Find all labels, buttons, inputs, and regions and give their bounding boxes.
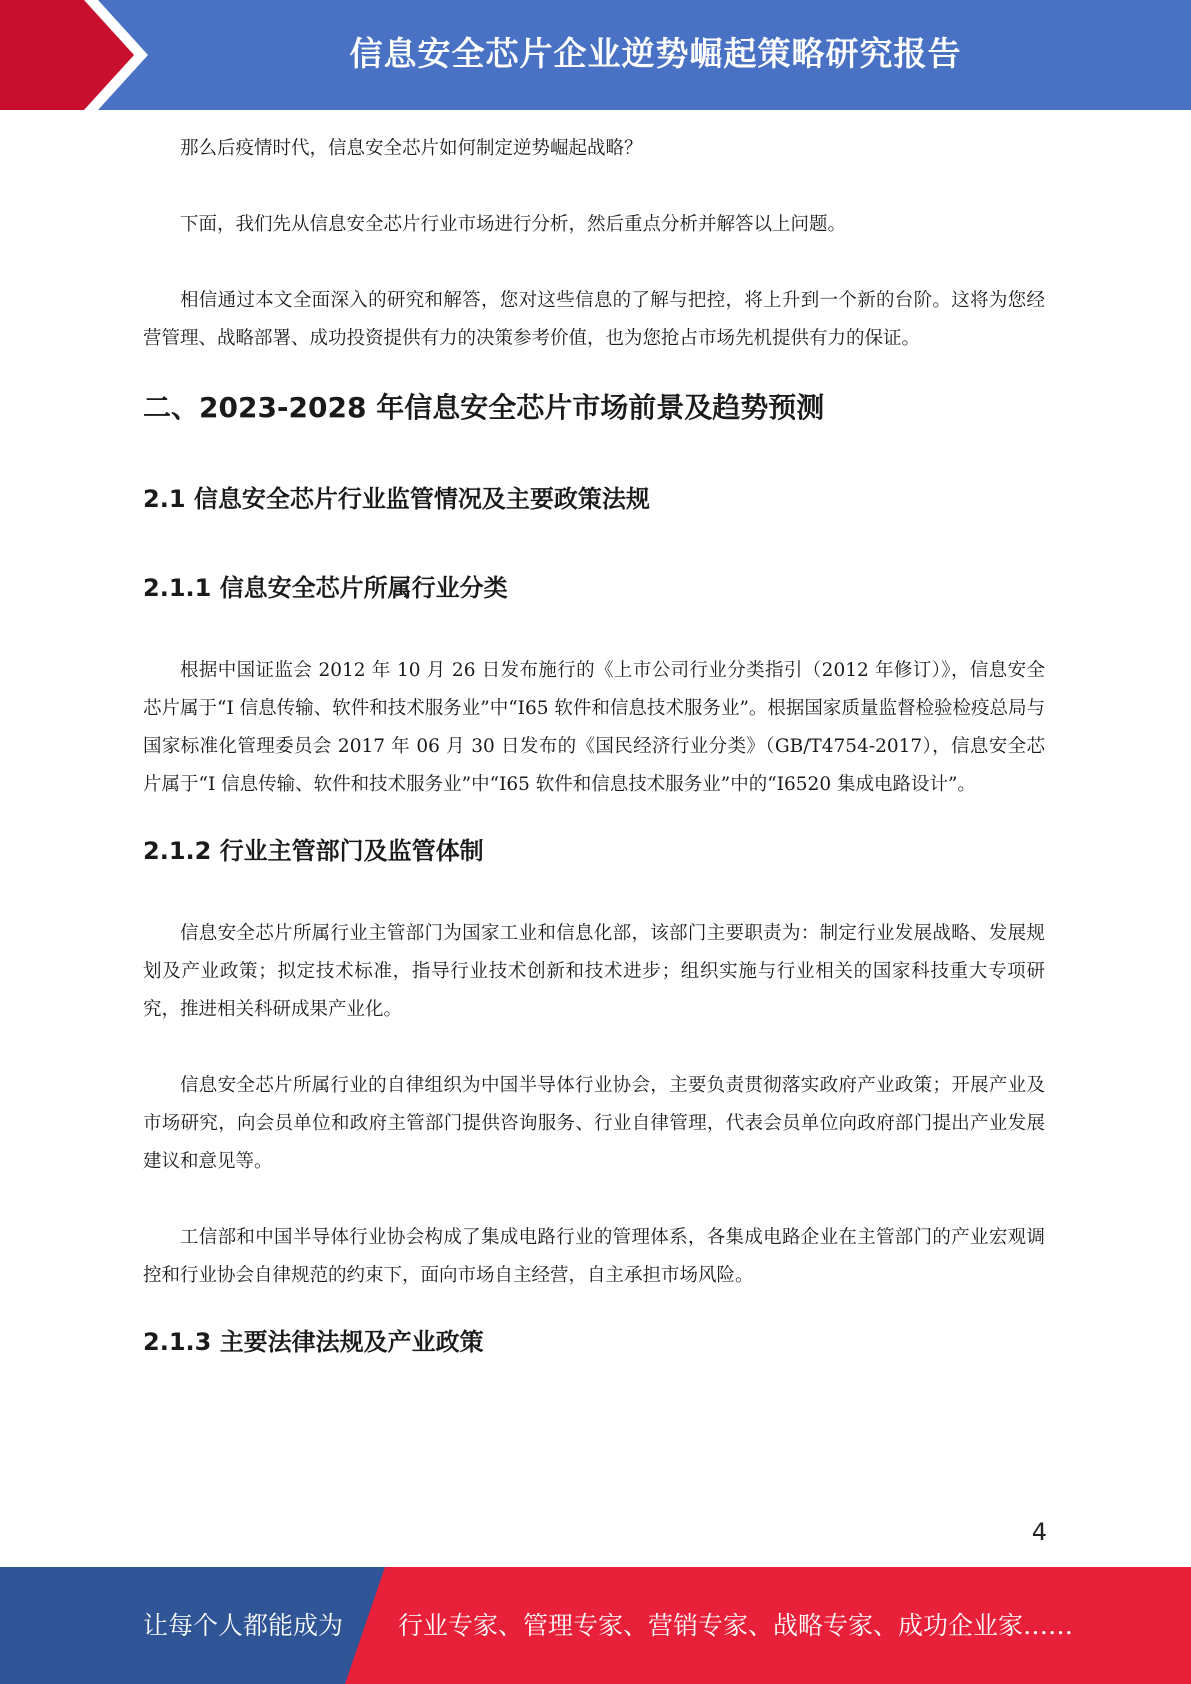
paragraph: 工信部和中国半导体行业协会构成了集成电路行业的管理体系，各集成电路企业在主管部门的产业宏观调控和行业协会自律规范的约束下，面向市场自主经营，自主承担市场风险。: [143, 1227, 1045, 1286]
subsubsection-heading: 2.1.3 主要法律法规及产业政策: [143, 1328, 484, 1356]
page-footer: [0, 1567, 1191, 1684]
subsection-heading: 2.1 信息安全芯片行业监管情况及主要政策法规: [143, 485, 650, 513]
paragraph: 相信通过本文全面深入的研究和解答，您对这些信息的了解与把控，将上升到一个新的台阶。这将为您经营管理、战略部署、成功投资提供有力的决策参考价值，也为您抢占市场先机提供有力的保证。: [143, 290, 1045, 349]
subsubsection-heading: 2.1.1 信息安全芯片所属行业分类: [143, 574, 508, 602]
section-heading: 二、2023-2028 年信息安全芯片市场前景及趋势预测: [143, 391, 825, 424]
footer-slogan-right: 行业专家、管理专家、营销专家、战略专家、成功企业家……: [398, 1611, 1074, 1640]
paragraph: 信息安全芯片所属行业的自律组织为中国半导体行业协会，主要负责贯彻落实政府产业政策；开展产业及市场研究，向会员单位和政府主管部门提供咨询服务、行业自律管理，代表会员单位向政府部门提出产业发展建议和意见等。: [143, 1075, 1045, 1172]
header-chevron-decoration: [0, 0, 160, 110]
footer-slogan-left: 让每个人都能成为: [143, 1611, 344, 1640]
page-header: [0, 0, 1191, 110]
page-number: 4: [1031, 1518, 1047, 1546]
report-title: 信息安全芯片企业逆势崛起策略研究报告: [349, 34, 962, 73]
page-content: [143, 130, 1045, 1359]
paragraph: 根据中国证监会 2012 年 10 月 26 日发布施行的《上市公司行业分类指引（2012 年修订）》，信息安全芯片属于“I 信息传输、软件和技术服务业”中“I65 软件和信息技术服务业”。根据国家质量监督检验检疫总局与国家标准化管理委员会 2017 年 06 月 30 日发布的《国民经济行业分类》（GB/T4754-2017），信息安全芯片属于“I 信息传输、软件和技术服务业”中“I65 软件和信息技术服务业”中的“I6520 集成电路设计”。: [143, 660, 1045, 795]
paragraph: 信息安全芯片所属行业主管部门为国家工业和信息化部，该部门主要职责为：制定行业发展战略、发展规划及产业政策；拟定技术标准，指导行业技术创新和技术进步；组织实施与行业相关的国家科技重大专项研究，推进相关科研成果产业化。: [143, 923, 1045, 1020]
paragraph: 下面，我们先从信息安全芯片行业市场进行分析，然后重点分析并解答以上问题。: [180, 214, 847, 235]
subsubsection-heading: 2.1.2 行业主管部门及监管体制: [143, 837, 484, 865]
paragraph: 那么后疫情时代，信息安全芯片如何制定逆势崛起战略？: [180, 138, 643, 159]
